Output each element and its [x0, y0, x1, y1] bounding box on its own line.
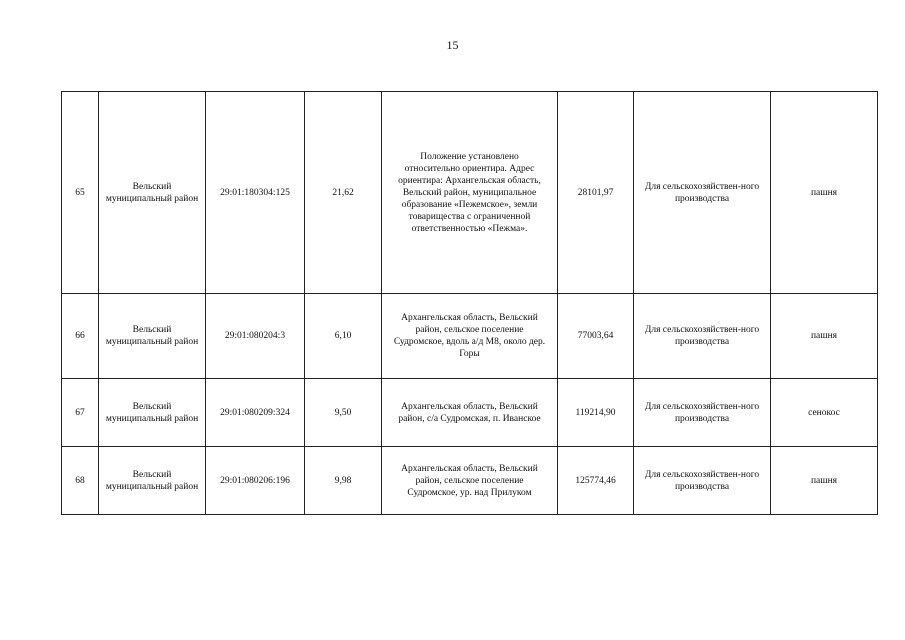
district-cell: Вельский муниципальный район: [99, 379, 206, 447]
area-cell: 9,50: [305, 379, 382, 447]
address-cell: Положение установлено относительно ориентира. Адрес ориентира: Архангельская область, Вельский район, муниципальное образование «Пежемское», земли товарищества с ограниченной ответственностью «Пежма».: [382, 92, 558, 294]
area-cell: 21,62: [305, 92, 382, 294]
row-number-cell: 68: [62, 447, 99, 515]
address-cell: Архангельская область, Вельский район, сельское поселение Судромское, вдоль а/д М8, около дер. Горы: [382, 294, 558, 379]
land-category-cell: Для сельскохозяйствен-ного производства: [634, 92, 771, 294]
address-cell: Архангельская область, Вельский район, с/а Судромская, п. Иванское: [382, 379, 558, 447]
table-row: [62, 447, 878, 515]
address-cell: Архангельская область, Вельский район, сельское поселение Судромское, ур. над Прилуком: [382, 447, 558, 515]
table-row: [62, 294, 878, 379]
land-use-cell: пашня: [771, 294, 878, 379]
land-plots-table: [61, 91, 878, 515]
land-category-cell: Для сельскохозяйствен-ного производства: [634, 379, 771, 447]
area-cell: 9,98: [305, 447, 382, 515]
land-use-cell: пашня: [771, 447, 878, 515]
district-cell: Вельский муниципальный район: [99, 92, 206, 294]
table-row: [62, 379, 878, 447]
area-cell: 6,10: [305, 294, 382, 379]
land-category-cell: Для сельскохозяйствен-ного производства: [634, 294, 771, 379]
land-use-cell: пашня: [771, 92, 878, 294]
district-cell: Вельский муниципальный район: [99, 294, 206, 379]
cadastral-number-cell: 29:01:080209:324: [206, 379, 305, 447]
row-number-cell: 66: [62, 294, 99, 379]
value-cell: 28101,97: [558, 92, 634, 294]
district-cell: Вельский муниципальный район: [99, 447, 206, 515]
value-cell: 119214,90: [558, 379, 634, 447]
row-number-cell: 67: [62, 379, 99, 447]
page-number: 15: [446, 38, 459, 52]
value-cell: 125774,46: [558, 447, 634, 515]
land-use-cell: сенокос: [771, 379, 878, 447]
row-number-cell: 65: [62, 92, 99, 294]
cadastral-number-cell: 29:01:080206:196: [206, 447, 305, 515]
cadastral-number-cell: 29:01:080204:3: [206, 294, 305, 379]
cadastral-number-cell: 29:01:180304:125: [206, 92, 305, 294]
value-cell: 77003,64: [558, 294, 634, 379]
table-row: [62, 92, 878, 294]
land-category-cell: Для сельскохозяйствен-ного производства: [634, 447, 771, 515]
